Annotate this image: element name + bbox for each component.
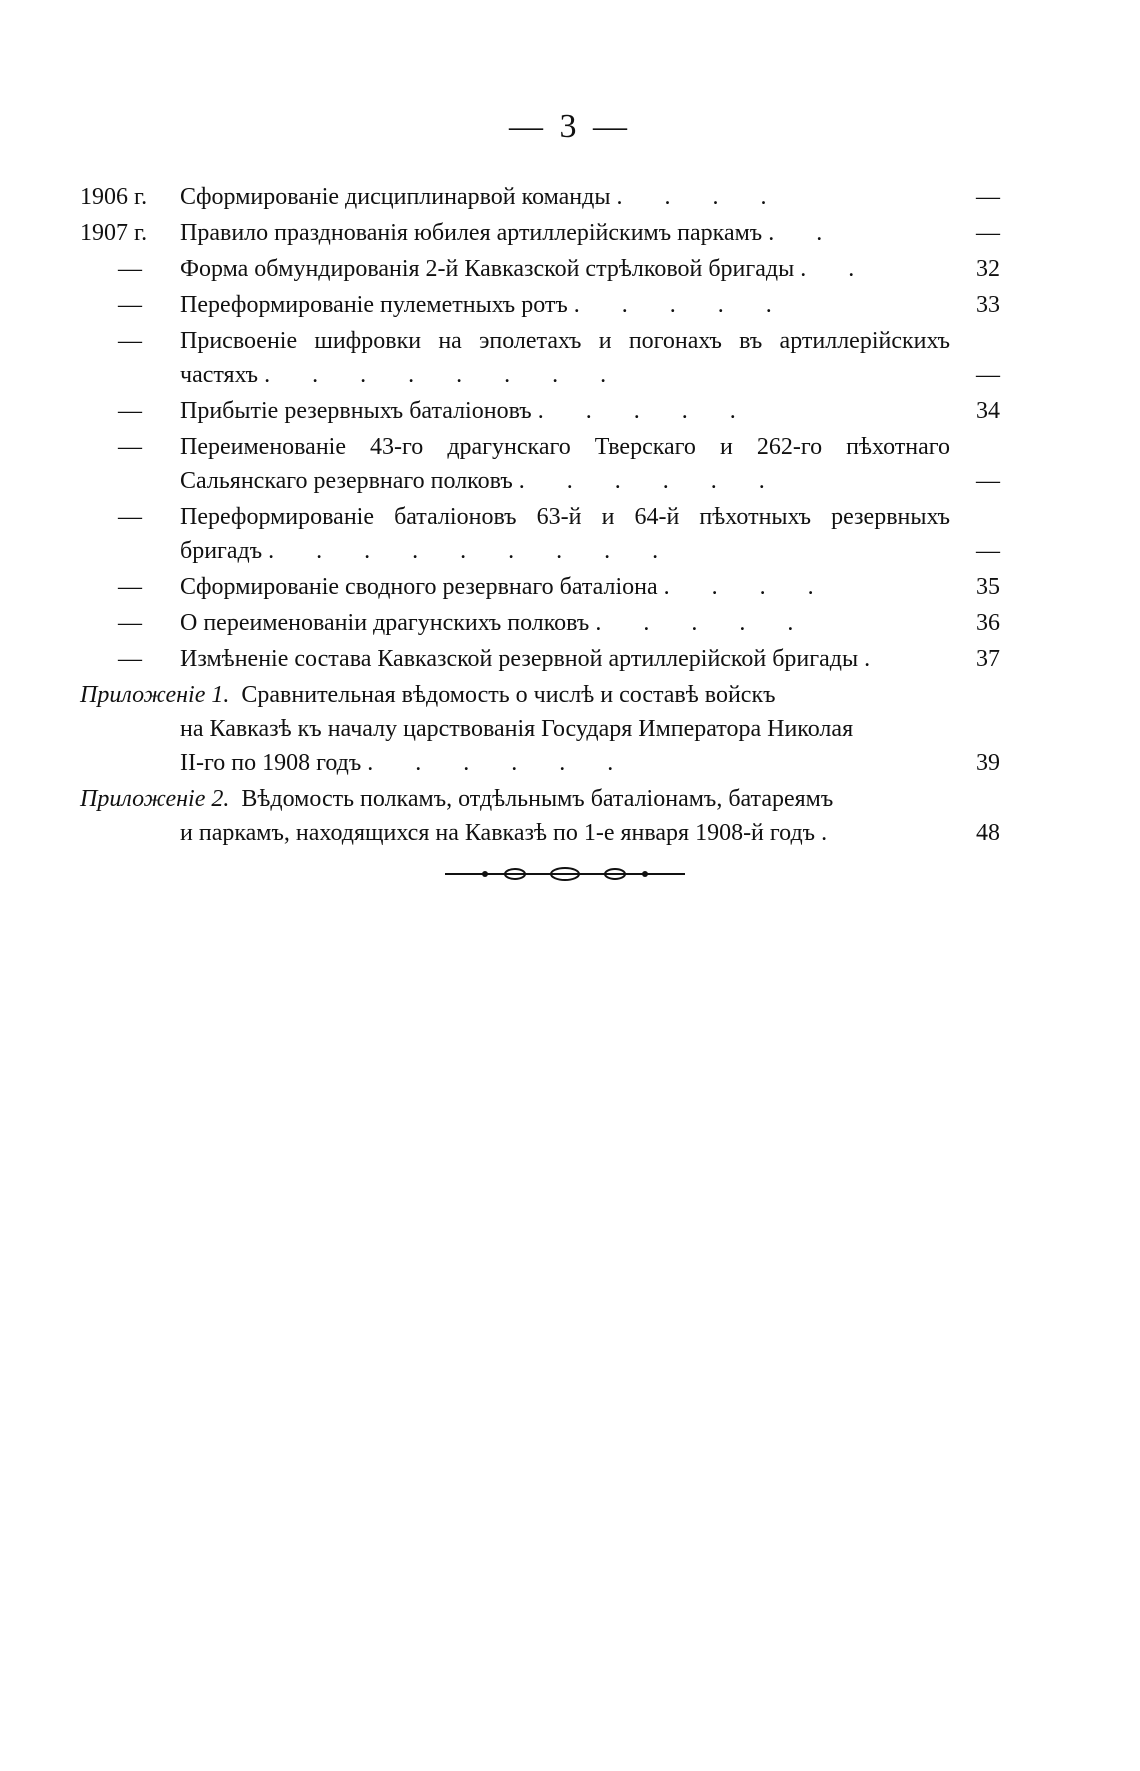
- entry-dash: —: [118, 504, 142, 530]
- entry-dash: —: [118, 646, 142, 672]
- entry-page: —: [976, 362, 1000, 388]
- entry-title: Сформированіе сводного резервнаго баталіона . . . .: [180, 574, 832, 600]
- entry-title: Правило празднованія юбилея артиллерійскимъ паркамъ . .: [180, 220, 841, 246]
- entry-title: Форма обмундированія 2-й Кавказской стрѣлковой бригады . .: [180, 256, 873, 282]
- toc-entry: [80, 216, 1000, 250]
- entry-title: О переименованіи драгунскихъ полковъ . . . . .: [180, 610, 812, 636]
- entry-page: 33: [976, 292, 1000, 318]
- entry-dash: —: [118, 398, 142, 424]
- appendix-page: 39: [976, 750, 1000, 776]
- entry-title: Переформированіе баталіоновъ 63-й и 64-й пѣхотныхъ резервныхъ бригадъ . . . . . . . . .: [180, 504, 950, 564]
- entry-dash: —: [118, 256, 142, 282]
- entry-title: Переименованіе 43-го драгунскаго Тверскаго и 262-го пѣхотнаго Сальянскаго резервнаго полковъ . . . . . .: [180, 434, 950, 494]
- appendix-title-line: и паркамъ, находящихся на Кавказѣ по 1-е января 1908-й годъ .: [180, 820, 846, 846]
- entry-page: 37: [976, 646, 1000, 672]
- appendix-title-line: Вѣдомость полкамъ, отдѣльнымъ баталіонамъ, батареямъ: [241, 786, 834, 812]
- appendix-entry: [80, 678, 1000, 780]
- appendix-title-line: II-го по 1908 годъ . . . . . .: [180, 750, 632, 776]
- entry-dash: —: [118, 574, 142, 600]
- entry-page: 35: [976, 574, 1000, 600]
- entry-dash: —: [118, 434, 142, 460]
- entry-date: 1906 г.: [80, 184, 148, 210]
- entry-dash: —: [118, 328, 142, 354]
- toc-entry: [80, 394, 1000, 428]
- appendix-label: Приложеніе 1.: [80, 682, 230, 708]
- entry-title: Сформированіе дисциплинарвой команды . . . .: [180, 184, 785, 210]
- entry-title: Измѣненіе состава Кавказской резервной артиллерійской бригады .: [180, 646, 889, 672]
- appendix-entry: [80, 782, 1000, 850]
- toc-entry: [80, 252, 1000, 286]
- toc-entry: [80, 570, 1000, 604]
- entry-title: Присвоеніе шифровки на эполетахъ и погонахъ въ артиллерійскихъ частяхъ . . . . . . . .: [180, 328, 950, 388]
- entry-dash: —: [118, 610, 142, 636]
- entry-page: 32: [976, 256, 1000, 282]
- entry-page: —: [976, 184, 1000, 210]
- toc-entry: [80, 430, 1000, 498]
- page-number: — 3 —: [509, 108, 631, 145]
- ornament-divider: [445, 864, 685, 884]
- entry-page: —: [976, 468, 1000, 494]
- toc-entry: [80, 606, 1000, 640]
- toc-entry: [80, 500, 1000, 568]
- toc-entry: [80, 642, 1000, 676]
- entry-page: 34: [976, 398, 1000, 424]
- entry-title: Прибытіе резервныхъ баталіоновъ . . . . .: [180, 398, 754, 424]
- appendix-label: Приложеніе 2.: [80, 786, 230, 812]
- entry-title: Переформированіе пулеметныхъ ротъ . . . . .: [180, 292, 790, 318]
- toc-entry: [80, 180, 1000, 214]
- entry-page: —: [976, 538, 1000, 564]
- entry-dash: —: [118, 292, 142, 318]
- appendix-page: 48: [976, 820, 1000, 846]
- entry-date: 1907 г.: [80, 220, 148, 246]
- entry-page: —: [976, 220, 1000, 246]
- toc-entry: [80, 288, 1000, 322]
- table-of-contents: [80, 180, 1000, 852]
- appendix-title-line: Сравнительная вѣдомость о числѣ и составѣ войскъ: [241, 682, 776, 708]
- toc-entry: [80, 324, 1000, 392]
- appendix-title-line: на Кавказѣ къ началу царствованія Государя Императора Николая: [180, 716, 854, 742]
- entry-page: 36: [976, 610, 1000, 636]
